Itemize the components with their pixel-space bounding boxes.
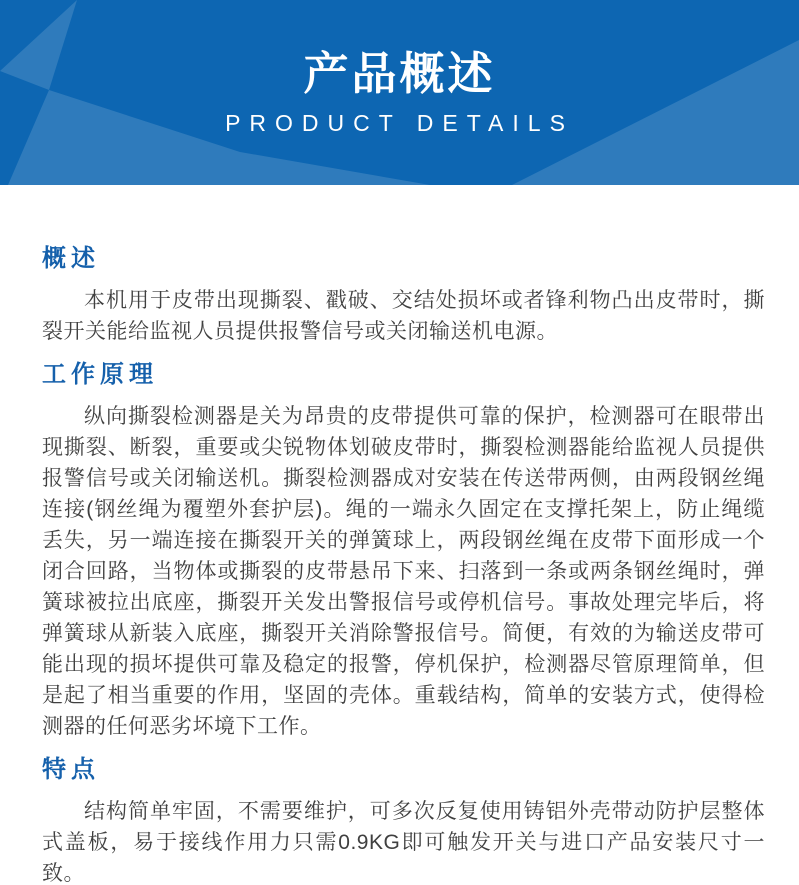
banner xyxy=(0,0,799,185)
section-paragraph-features: 结构简单牢固，不需要维护，可多次反复使用铸铝外壳带动防护层整体式盖板，易于接线作用力只需0.9KG即可触发开关与进口产品安装尺寸一致。 xyxy=(42,800,765,885)
section-heading-overview: 概述 xyxy=(42,245,100,272)
section-paragraph-working-principle: 纵向撕裂检测器是关为昂贵的皮带提供可靠的保护，检测器可在眼带出现撕裂、断裂，重要或尖锐物体划破皮带时，撕裂检测器能给监视人员提供报警信号或关闭输送机。撕裂检测器成对安装在传送带两侧，由两段钢丝绳连接(钢丝绳为覆塑外套护层)。绳的一端永久固定在支撑托架上，防止绳缆丢失，另一端连接在撕裂开关的弹簧球上，两段钢丝绳在皮带下面形成一个闭合回路，当物体或撕裂的皮带悬吊下来、扫落到一条或两条钢丝绳时，弹簧球被拉出底座，撕裂开关发出警报信号或停机信号。事故处理完毕后，将弹簧球从新装入底座，撕裂开关消除警报信号。简便，有效的为输送皮带可能出现的损坏提供可靠及稳定的报警，停机保护，检测器尽管原理简单，但是起了相当重要的作用，坚固的壳体。重载结构，简单的安装方式，使得检测器的任何恶劣坏境下工作。 xyxy=(42,405,765,738)
section-paragraph-overview: 本机用于皮带出现撕裂、戳破、交结处损坏或者锋利物凸出皮带时，撕裂开关能给监视人员提供报警信号或关闭输送机电源。 xyxy=(42,289,765,343)
banner-subtitle: PRODUCT DETAILS xyxy=(225,110,574,136)
content-area xyxy=(0,245,799,885)
section-heading-features: 特点 xyxy=(42,756,100,783)
banner-title: 产品概述 xyxy=(303,48,496,99)
section-heading-working-principle: 工作原理 xyxy=(42,361,158,388)
